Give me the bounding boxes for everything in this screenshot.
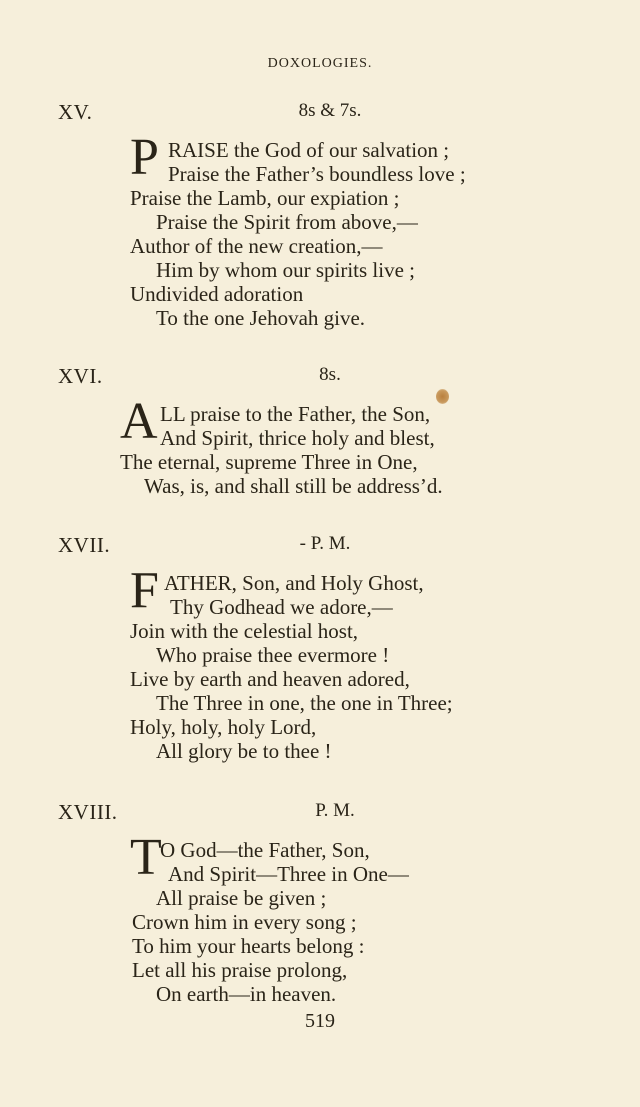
verse-line: To him your hearts belong : [132, 934, 365, 958]
hymn-number: XVIII. [58, 800, 118, 824]
verse-line: Praise the Spirit from above,— [156, 210, 418, 234]
verse-line: Was, is, and shall still be address’d. [144, 474, 443, 498]
verse-line: And Spirit, thrice holy and blest, [160, 426, 435, 450]
verse-line: Author of the new creation,— [130, 234, 383, 258]
drop-cap: T [130, 829, 162, 886]
drop-cap: P [130, 129, 159, 186]
verse-line: Live by earth and heaven adored, [130, 667, 410, 691]
hymn-meter: 8s & 7s. [298, 100, 362, 121]
verse-line: LL praise to the Father, the Son, [160, 402, 431, 426]
verse-line: Undivided adoration [130, 282, 304, 306]
paper-stain [436, 389, 449, 404]
verse-line: Him by whom our spirits live ; [156, 258, 415, 282]
hymn-meter: 8s. [319, 364, 341, 385]
verse-line: The Three in one, the one in Three; [156, 691, 453, 715]
verse-line: All glory be to thee ! [156, 739, 332, 763]
verse-line: To the one Jehovah give. [156, 306, 366, 330]
drop-cap: F [130, 562, 159, 619]
page-number: 519 [305, 1010, 335, 1032]
running-head: DOXOLOGIES. [267, 56, 373, 71]
drop-cap: A [120, 393, 158, 450]
hymn-meter: P. M. [315, 800, 355, 821]
verse-line: And Spirit—Three in One— [168, 862, 409, 886]
verse-line: Praise the Father’s boundless love ; [168, 162, 466, 186]
verse-line: Let all his praise prolong, [132, 958, 348, 982]
verse-line: The eternal, supreme Three in One, [120, 450, 418, 474]
hymn-number: XVII. [58, 533, 111, 557]
verse-line: Crown him in every song ; [132, 910, 357, 934]
verse-line: ATHER, Son, and Holy Ghost, [164, 571, 424, 595]
verse-line: All praise be given ; [156, 886, 327, 910]
verse-line: On earth—in heaven. [156, 982, 337, 1006]
verse-line: Holy, holy, holy Lord, [130, 715, 317, 739]
hymn-number: XV. [58, 100, 93, 124]
verse-line: Who praise thee evermore ! [156, 643, 390, 667]
verse-line: Thy Godhead we adore,— [170, 595, 393, 619]
hymn-meter: - P. M. [299, 533, 351, 554]
verse-line: O God—the Father, Son, [160, 838, 370, 862]
verse-line: Join with the celestial host, [130, 619, 359, 643]
verse-line: RAISE the God of our salvation ; [168, 138, 450, 162]
hymn-number: XVI. [58, 364, 103, 388]
verse-line: Praise the Lamb, our expiation ; [130, 186, 400, 210]
